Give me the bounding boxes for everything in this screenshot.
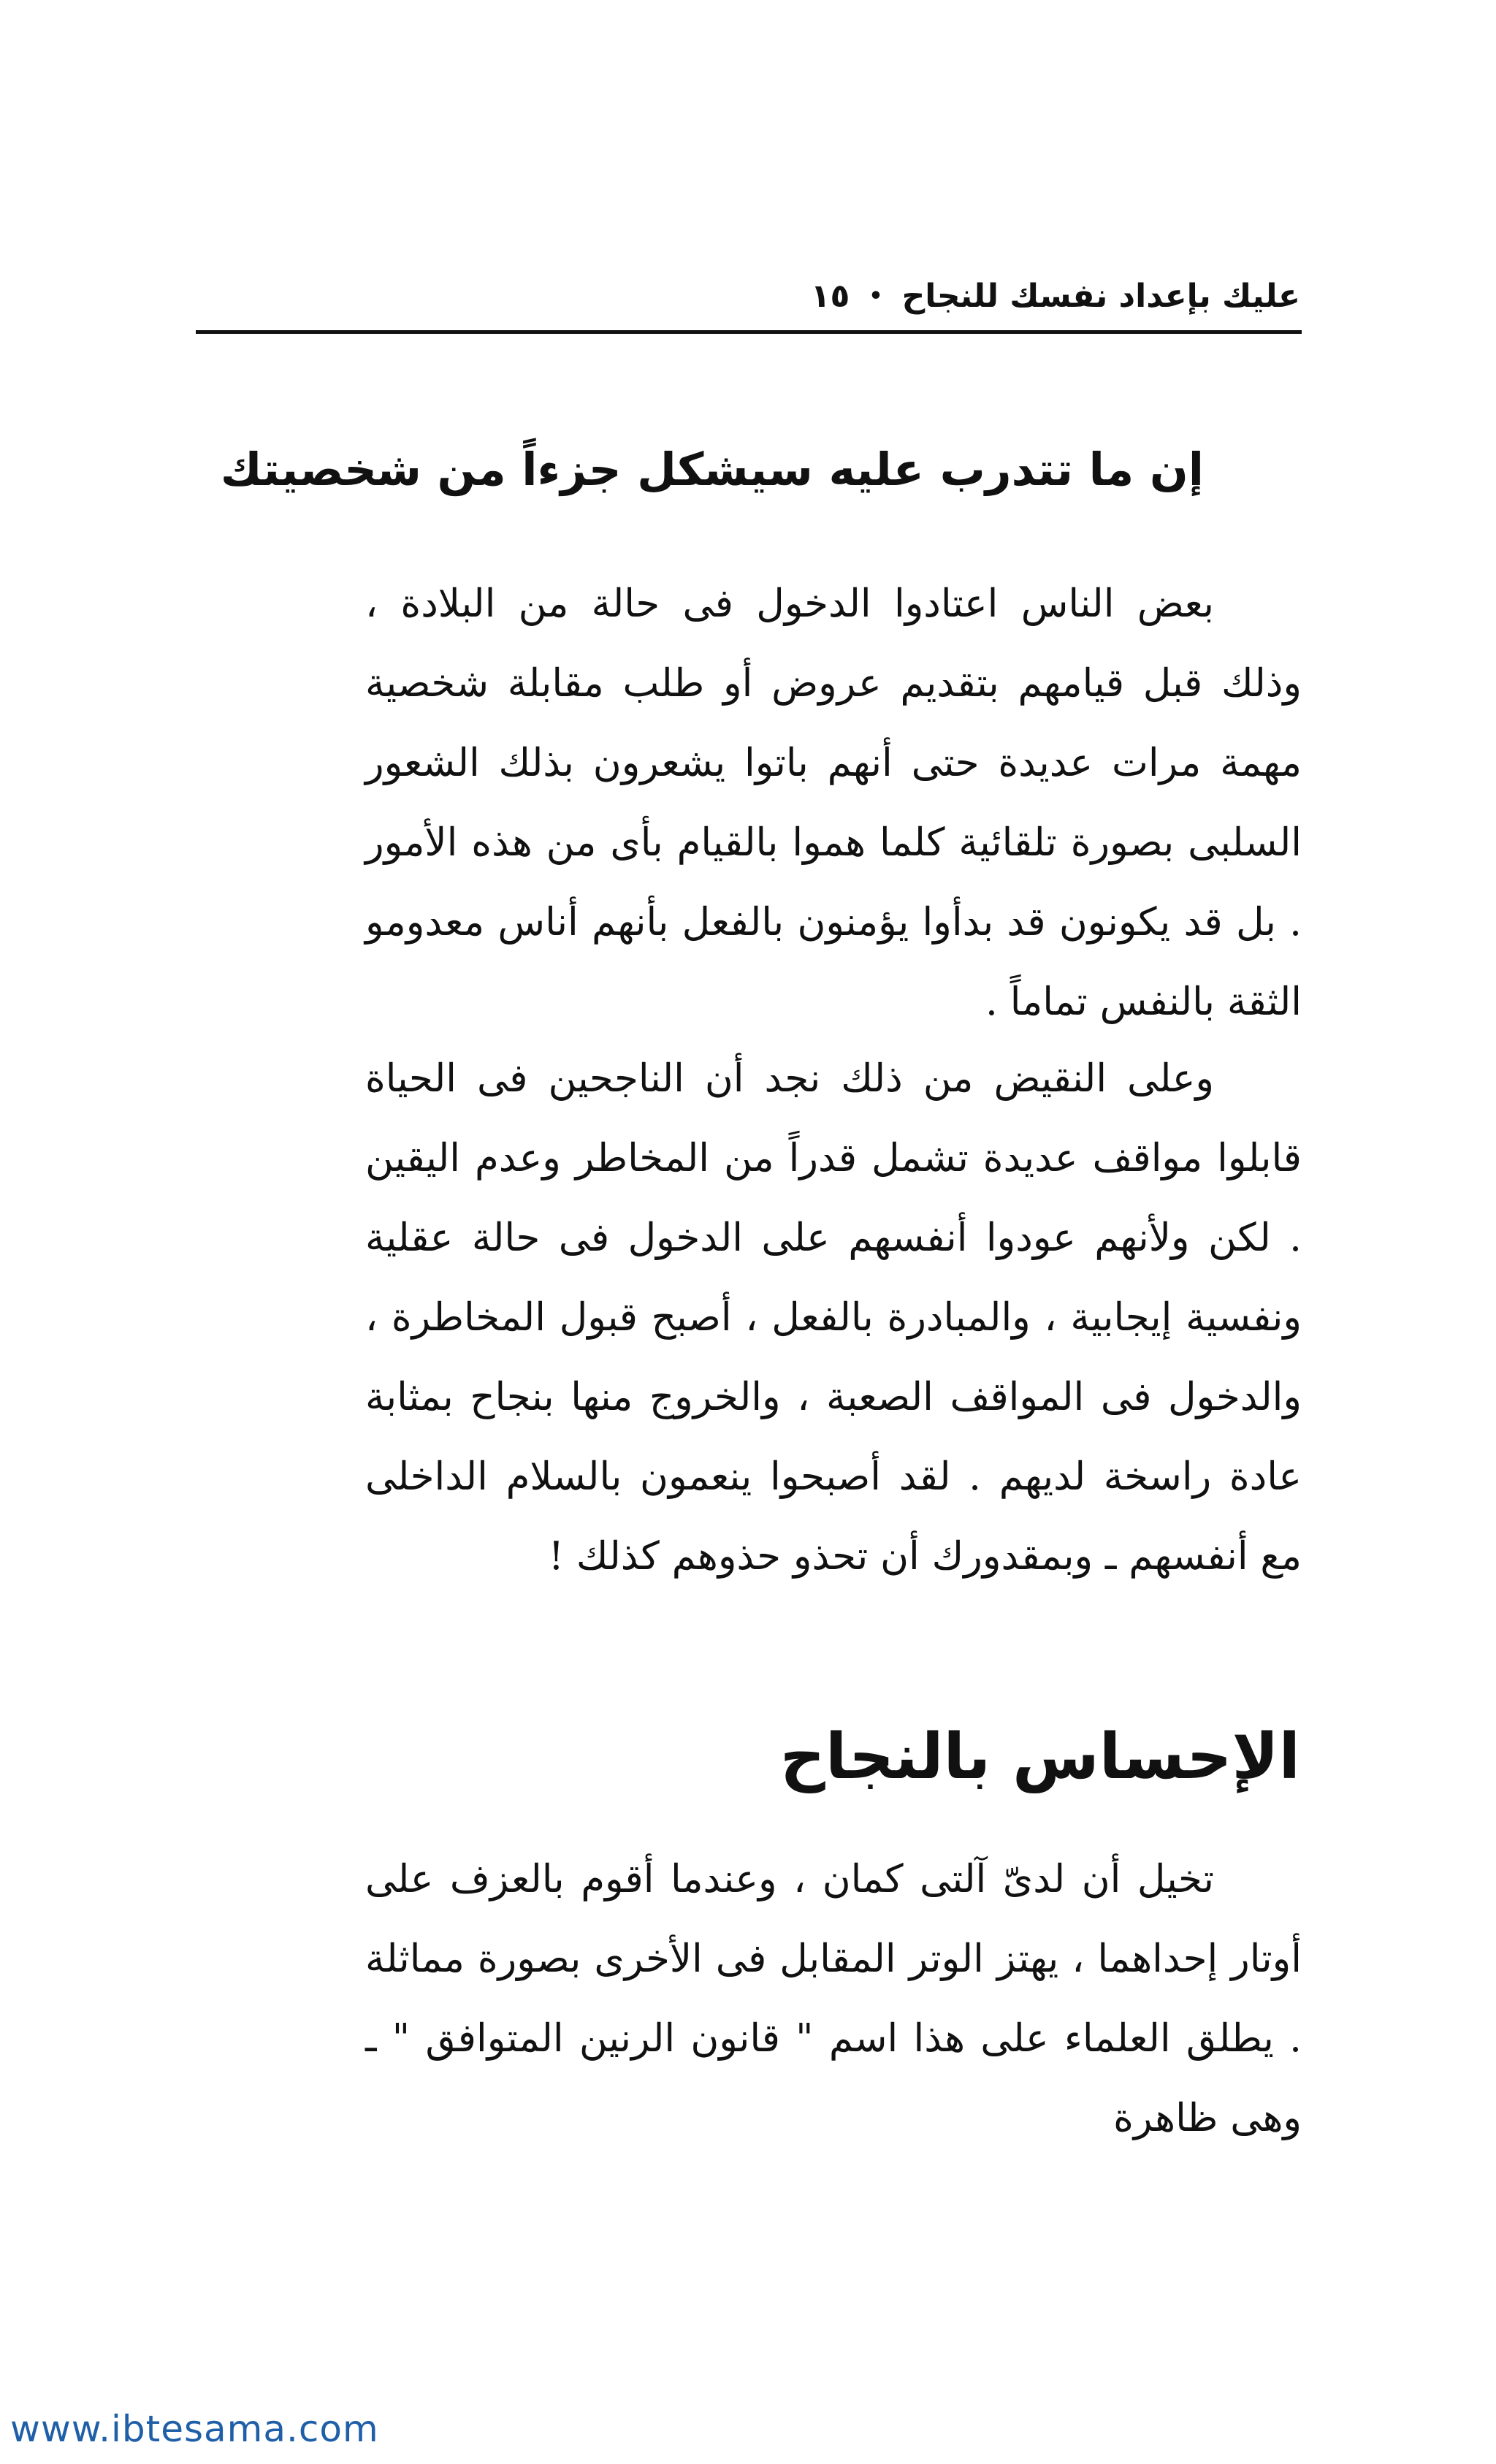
section-heading-feeling-success: الإحساس بالنجاح	[779, 1720, 1300, 1793]
running-header-title: عليك بإعداد نفسك للنجاح	[901, 277, 1300, 315]
running-header	[197, 263, 1300, 329]
header-rule	[196, 330, 1302, 334]
paragraph-violins: تخيل أن لدىّ آلتى كمان ، وعندما أقوم بالعزف على أوتار إحداهما ، يهتز الوتر المقابل فى الأخرى بصورة مماثلة . يطلق العلماء على هذا اسم " قانون الرنين المتوافق " ـ وهى ظاهرة	[365, 1857, 1302, 2140]
running-header-separator: •	[869, 283, 883, 309]
section-heading-practice: إن ما تتدرب عليه سيشكل جزءاً من شخصيتك	[220, 443, 1204, 496]
paragraph-dullness: بعض الناس اعتادوا الدخول فى حالة من البلادة ، وذلك قبل قيامهم بتقديم عروض أو طلب مقابلة شخصية مهمة مرات عديدة حتى أنهم باتوا يشعرون بذلك الشعور السلبى بصورة تلقائية كلما هموا بالقيام بأى من هذه الأمور . بل قد يكونون قد بدأوا يؤمنون بالفعل بأنهم أناس معدومو الثقة بالنفس تماماً .	[365, 581, 1302, 1024]
paragraph-successful-people: وعلى النقيض من ذلك نجد أن الناجحين فى الحياة قابلوا مواقف عديدة تشمل قدراً من المخاطر وعدم اليقين . لكن ولأنهم عودوا أنفسهم على الدخول فى حالة عقلية ونفسية إيجابية ، والمبادرة بالفعل ، أصبح قبول المخاطرة ، والدخول فى المواقف الصعبة ، والخروج منها بنجاح بمثابة عادة راسخة لديهم . لقد أصبحوا ينعمون بالسلام الداخلى مع أنفسهم ـ وبمقدورك أن تحذو حذوهم كذلك !	[365, 1056, 1302, 1579]
page-number: ١٥	[810, 277, 850, 315]
site-watermark: www.ibtesama.com	[10, 2408, 379, 2450]
